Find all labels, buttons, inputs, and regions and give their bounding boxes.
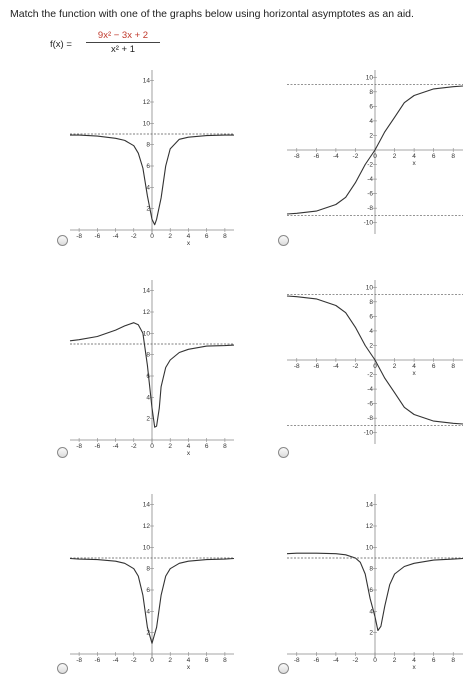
y-tick-label: 14 [142, 77, 150, 85]
radio-option-b[interactable] [278, 235, 289, 246]
y-tick-label: 12 [142, 523, 150, 530]
x-axis-label: x [412, 160, 416, 167]
function-numerator: 9x² − 3x + 2 [97, 30, 149, 41]
x-tick-label: -6 [94, 443, 101, 450]
x-tick-label: -4 [332, 657, 339, 664]
x-tick-label: 4 [412, 153, 416, 160]
x-tick-label: 8 [223, 443, 227, 450]
x-tick-label: 4 [186, 443, 191, 450]
y-tick-label: 4 [146, 608, 150, 616]
x-tick-label: 4 [186, 657, 191, 664]
y-tick-label: 4 [369, 608, 373, 616]
y-tick-label: 10 [365, 284, 373, 292]
x-tick-label: -6 [94, 233, 101, 240]
x-tick-label: 2 [168, 443, 173, 450]
x-tick-label: -8 [76, 443, 83, 450]
y-tick-label: 2 [369, 629, 373, 637]
x-tick-label: 6 [204, 657, 209, 664]
y-tick-label: 2 [146, 415, 150, 423]
question-prompt: Match the function with one of the graphs below using horizontal asymptotes as an aid. [10, 8, 414, 20]
x-tick-label: 8 [451, 363, 456, 370]
graph-option-c [68, 276, 236, 457]
function-denominator: x² + 1 [110, 44, 136, 55]
x-tick-label: -2 [130, 233, 137, 240]
x-tick-label: -6 [313, 363, 320, 370]
x-tick-label: -2 [352, 657, 359, 664]
radio-option-e[interactable] [57, 663, 68, 674]
graph-option-e [68, 490, 236, 671]
y-tick-label: 6 [146, 587, 150, 594]
x-tick-label: 8 [451, 657, 456, 664]
x-tick-label: -4 [332, 153, 339, 160]
x-tick-label: 6 [431, 657, 436, 664]
radio-option-f[interactable] [278, 663, 289, 674]
x-tick-label: -8 [293, 363, 300, 370]
x-tick-label: 0 [373, 657, 377, 664]
x-axis-label: x [186, 664, 191, 671]
y-tick-label: 10 [142, 330, 150, 338]
x-tick-label: -6 [313, 657, 320, 664]
y-tick-label: 4 [369, 117, 373, 125]
y-tick-label: -10 [363, 219, 373, 227]
x-tick-label: -2 [130, 443, 137, 450]
y-tick-label: 8 [369, 298, 373, 306]
y-tick-label: 10 [142, 120, 150, 128]
x-tick-label: 6 [431, 363, 436, 370]
graph-option-a [68, 66, 236, 247]
x-tick-label: -2 [130, 657, 137, 664]
graph-option-d [285, 276, 465, 452]
y-tick-label: 10 [365, 74, 373, 82]
x-tick-label: -2 [352, 153, 359, 160]
x-tick-label: 2 [392, 363, 397, 370]
x-tick-label: -8 [293, 657, 300, 664]
x-tick-label: 0 [150, 657, 154, 664]
y-tick-label: 12 [142, 309, 150, 316]
x-axis-label: x [412, 664, 416, 671]
y-tick-label: 8 [146, 141, 150, 149]
x-tick-label: -4 [112, 657, 119, 664]
x-tick-label: 6 [431, 153, 436, 160]
x-tick-label: 0 [150, 233, 154, 240]
y-tick-label: 12 [142, 99, 150, 106]
x-tick-label: -6 [94, 657, 101, 664]
y-tick-label: 14 [142, 501, 150, 509]
y-tick-label: 4 [146, 394, 150, 402]
x-tick-label: -4 [332, 363, 339, 370]
y-tick-label: -8 [367, 205, 373, 213]
y-tick-label: 8 [146, 565, 150, 573]
x-tick-label: 0 [150, 443, 154, 450]
y-tick-label: 10 [365, 544, 373, 552]
x-tick-label: 4 [412, 657, 416, 664]
y-tick-label: 2 [146, 205, 150, 213]
y-tick-label: 2 [369, 132, 373, 140]
function-lhs: f(x) = [50, 39, 72, 50]
x-tick-label: 4 [186, 233, 191, 240]
x-axis-label: x [186, 450, 191, 457]
x-tick-label: 4 [412, 363, 416, 370]
y-tick-label: 6 [369, 103, 373, 111]
x-axis-label: x [412, 370, 416, 377]
x-tick-label: 2 [392, 657, 397, 664]
y-tick-label: 10 [142, 544, 150, 552]
x-tick-label: -8 [76, 657, 83, 664]
x-tick-label: 2 [168, 233, 173, 240]
x-tick-label: -8 [293, 153, 300, 160]
graph-option-f [285, 490, 465, 671]
y-tick-label: -10 [363, 429, 373, 437]
y-tick-label: 6 [146, 163, 150, 170]
y-tick-label: -8 [367, 415, 373, 423]
y-tick-label: 8 [146, 351, 150, 359]
x-tick-label: 6 [204, 233, 209, 240]
radio-option-a[interactable] [57, 235, 68, 246]
x-tick-label: 8 [223, 657, 227, 664]
y-tick-label: -4 [367, 386, 373, 394]
y-tick-label: 4 [146, 184, 150, 192]
fraction-bar [86, 42, 160, 43]
y-tick-label: 6 [369, 313, 373, 321]
y-tick-label: -6 [367, 190, 373, 198]
radio-option-d[interactable] [278, 447, 289, 458]
x-tick-label: -8 [76, 233, 83, 240]
x-tick-label: 0 [373, 153, 377, 160]
y-tick-label: 8 [369, 565, 373, 573]
x-tick-label: -6 [313, 153, 320, 160]
y-tick-label: 6 [369, 587, 373, 594]
function-fraction [84, 30, 162, 55]
x-axis-label: x [186, 240, 191, 247]
x-tick-label: 8 [223, 233, 227, 240]
x-tick-label: 2 [392, 153, 397, 160]
y-tick-label: 6 [146, 373, 150, 380]
y-tick-label: -2 [367, 371, 373, 379]
y-tick-label: -4 [367, 176, 373, 184]
y-tick-label: 2 [369, 342, 373, 350]
radio-option-c[interactable] [57, 447, 68, 458]
y-tick-label: 14 [142, 287, 150, 295]
y-tick-label: 12 [365, 523, 373, 530]
y-tick-label: 2 [146, 629, 150, 637]
x-tick-label: -4 [112, 443, 119, 450]
y-tick-label: -2 [367, 161, 373, 169]
x-tick-label: 8 [451, 153, 456, 160]
x-tick-label: -2 [352, 363, 359, 370]
graph-option-b [285, 66, 465, 242]
y-tick-label: 8 [369, 88, 373, 96]
x-tick-label: 0 [373, 363, 377, 370]
x-tick-label: -4 [112, 233, 119, 240]
x-tick-label: 6 [204, 443, 209, 450]
y-tick-label: 4 [369, 327, 373, 335]
y-tick-label: 14 [365, 501, 373, 509]
x-tick-label: 2 [168, 657, 173, 664]
y-tick-label: -6 [367, 400, 373, 408]
